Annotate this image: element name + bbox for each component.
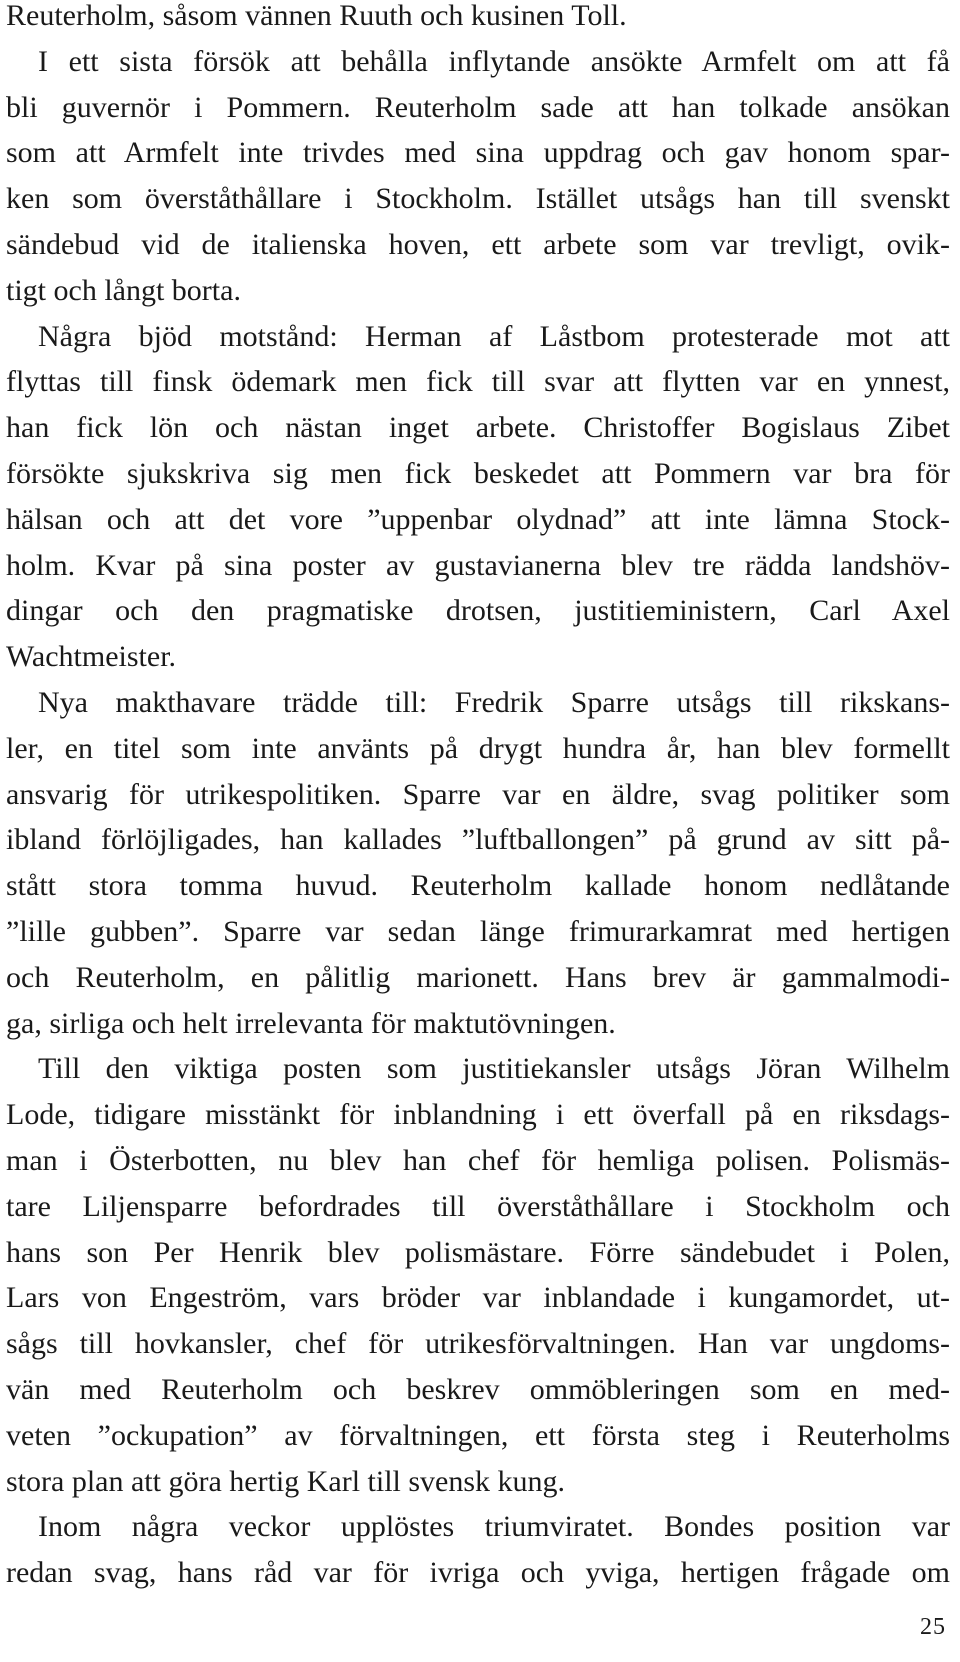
text-line: Några bjöd motstånd: Herman af Låstbom protesterade mot att [38,319,950,353]
text-line: Inom några veckor upplöstes triumviratet. Bondes position var [38,1510,950,1544]
text-line: hälsan och att det vore ”uppenbar olydnad” att inte lämna Stock- [6,502,950,536]
page-number: 25 [920,1614,946,1640]
text-line: holm. Kvar på sina poster av gustavianerna blev tre rädda landshöv- [6,548,950,582]
text-line: tare Liljensparre befordrades till överståthållare i Stockholm och [6,1189,950,1223]
text-line: ibland förlöjligades, han kallades ”luftballongen” på grund av sitt på- [6,823,950,857]
text-line: bli guvernör i Pommern. Reuterholm sade att han tolkade ansökan [6,90,950,124]
text-line: ansvarig för utrikespolitiken. Sparre var en äldre, svag politiker som [6,777,950,811]
text-line: Lode, tidigare misstänkt för inblandning i ett överfall på en riksdags- [6,1098,950,1132]
text-line: veten ”ockupation” av förvaltningen, ett första steg i Reuterholms [6,1418,950,1452]
text-line: vän med Reuterholm och beskrev ommöbleringen som en med- [6,1372,950,1406]
text-line: Till den viktiga posten som justitiekansler utsågs Jöran Wilhelm [38,1052,950,1086]
text-line: man i Österbotten, nu blev han chef för hemliga polisen. Polismäs- [6,1143,950,1177]
text-line: ken som överståthållare i Stockholm. Istället utsågs han till svenskt [6,182,950,216]
text-line: ler, en titel som inte använts på drygt hundra år, han blev formellt [6,731,950,765]
text-line: dingar och den pragmatiske drotsen, justitieministern, Carl Axel [6,594,950,628]
text-line: Lars von Engeström, vars bröder var inblandade i kungamordet, ut- [6,1281,950,1315]
text-line: Reuterholm, såsom vännen Ruuth och kusinen Toll. [6,0,627,32]
text-line: ga, sirliga och helt irrelevanta för maktutövningen. [6,1006,616,1040]
text-line: sågs till hovkansler, chef för utrikesförvaltningen. Han var ungdoms- [6,1327,950,1361]
text-line: ”lille gubben”. Sparre var sedan länge frimurarkamrat med hertigen [6,914,950,948]
text-line: sändebud vid de italienska hoven, ett arbete som var trevligt, ovik- [6,227,950,261]
text-line: I ett sista försök att behålla inflytande ansökte Armfelt om att få [38,44,950,78]
text-line: försökte sjukskriva sig men fick beskedet att Pommern var bra för [6,456,950,490]
text-line: stått stora tomma huvud. Reuterholm kallade honom nedlåtande [6,869,950,903]
body-text [6,0,950,1596]
text-line: redan svag, hans råd var för ivriga och yviga, hertigen frågade om [6,1556,950,1590]
text-line: Wachtmeister. [6,640,177,674]
text-line: flyttas till finsk ödemark men fick till svar att flytten var en ynnest, [6,365,950,399]
text-line: Nya makthavare trädde till: Fredrik Sparre utsågs till rikskans- [38,685,950,719]
text-line: som att Armfelt inte trivdes med sina uppdrag och gav honom spar- [6,136,950,170]
text-line: och Reuterholm, en pålitlig marionett. Hans brev är gammalmodi- [6,960,950,994]
text-line: han fick lön och nästan inget arbete. Christoffer Bogislaus Zibet [6,411,950,445]
text-line: hans son Per Henrik blev polismästare. Förre sändebudet i Polen, [6,1235,950,1269]
text-line: tigt och långt borta. [6,273,241,307]
text-line: stora plan att göra hertig Karl till svensk kung. [6,1464,566,1498]
